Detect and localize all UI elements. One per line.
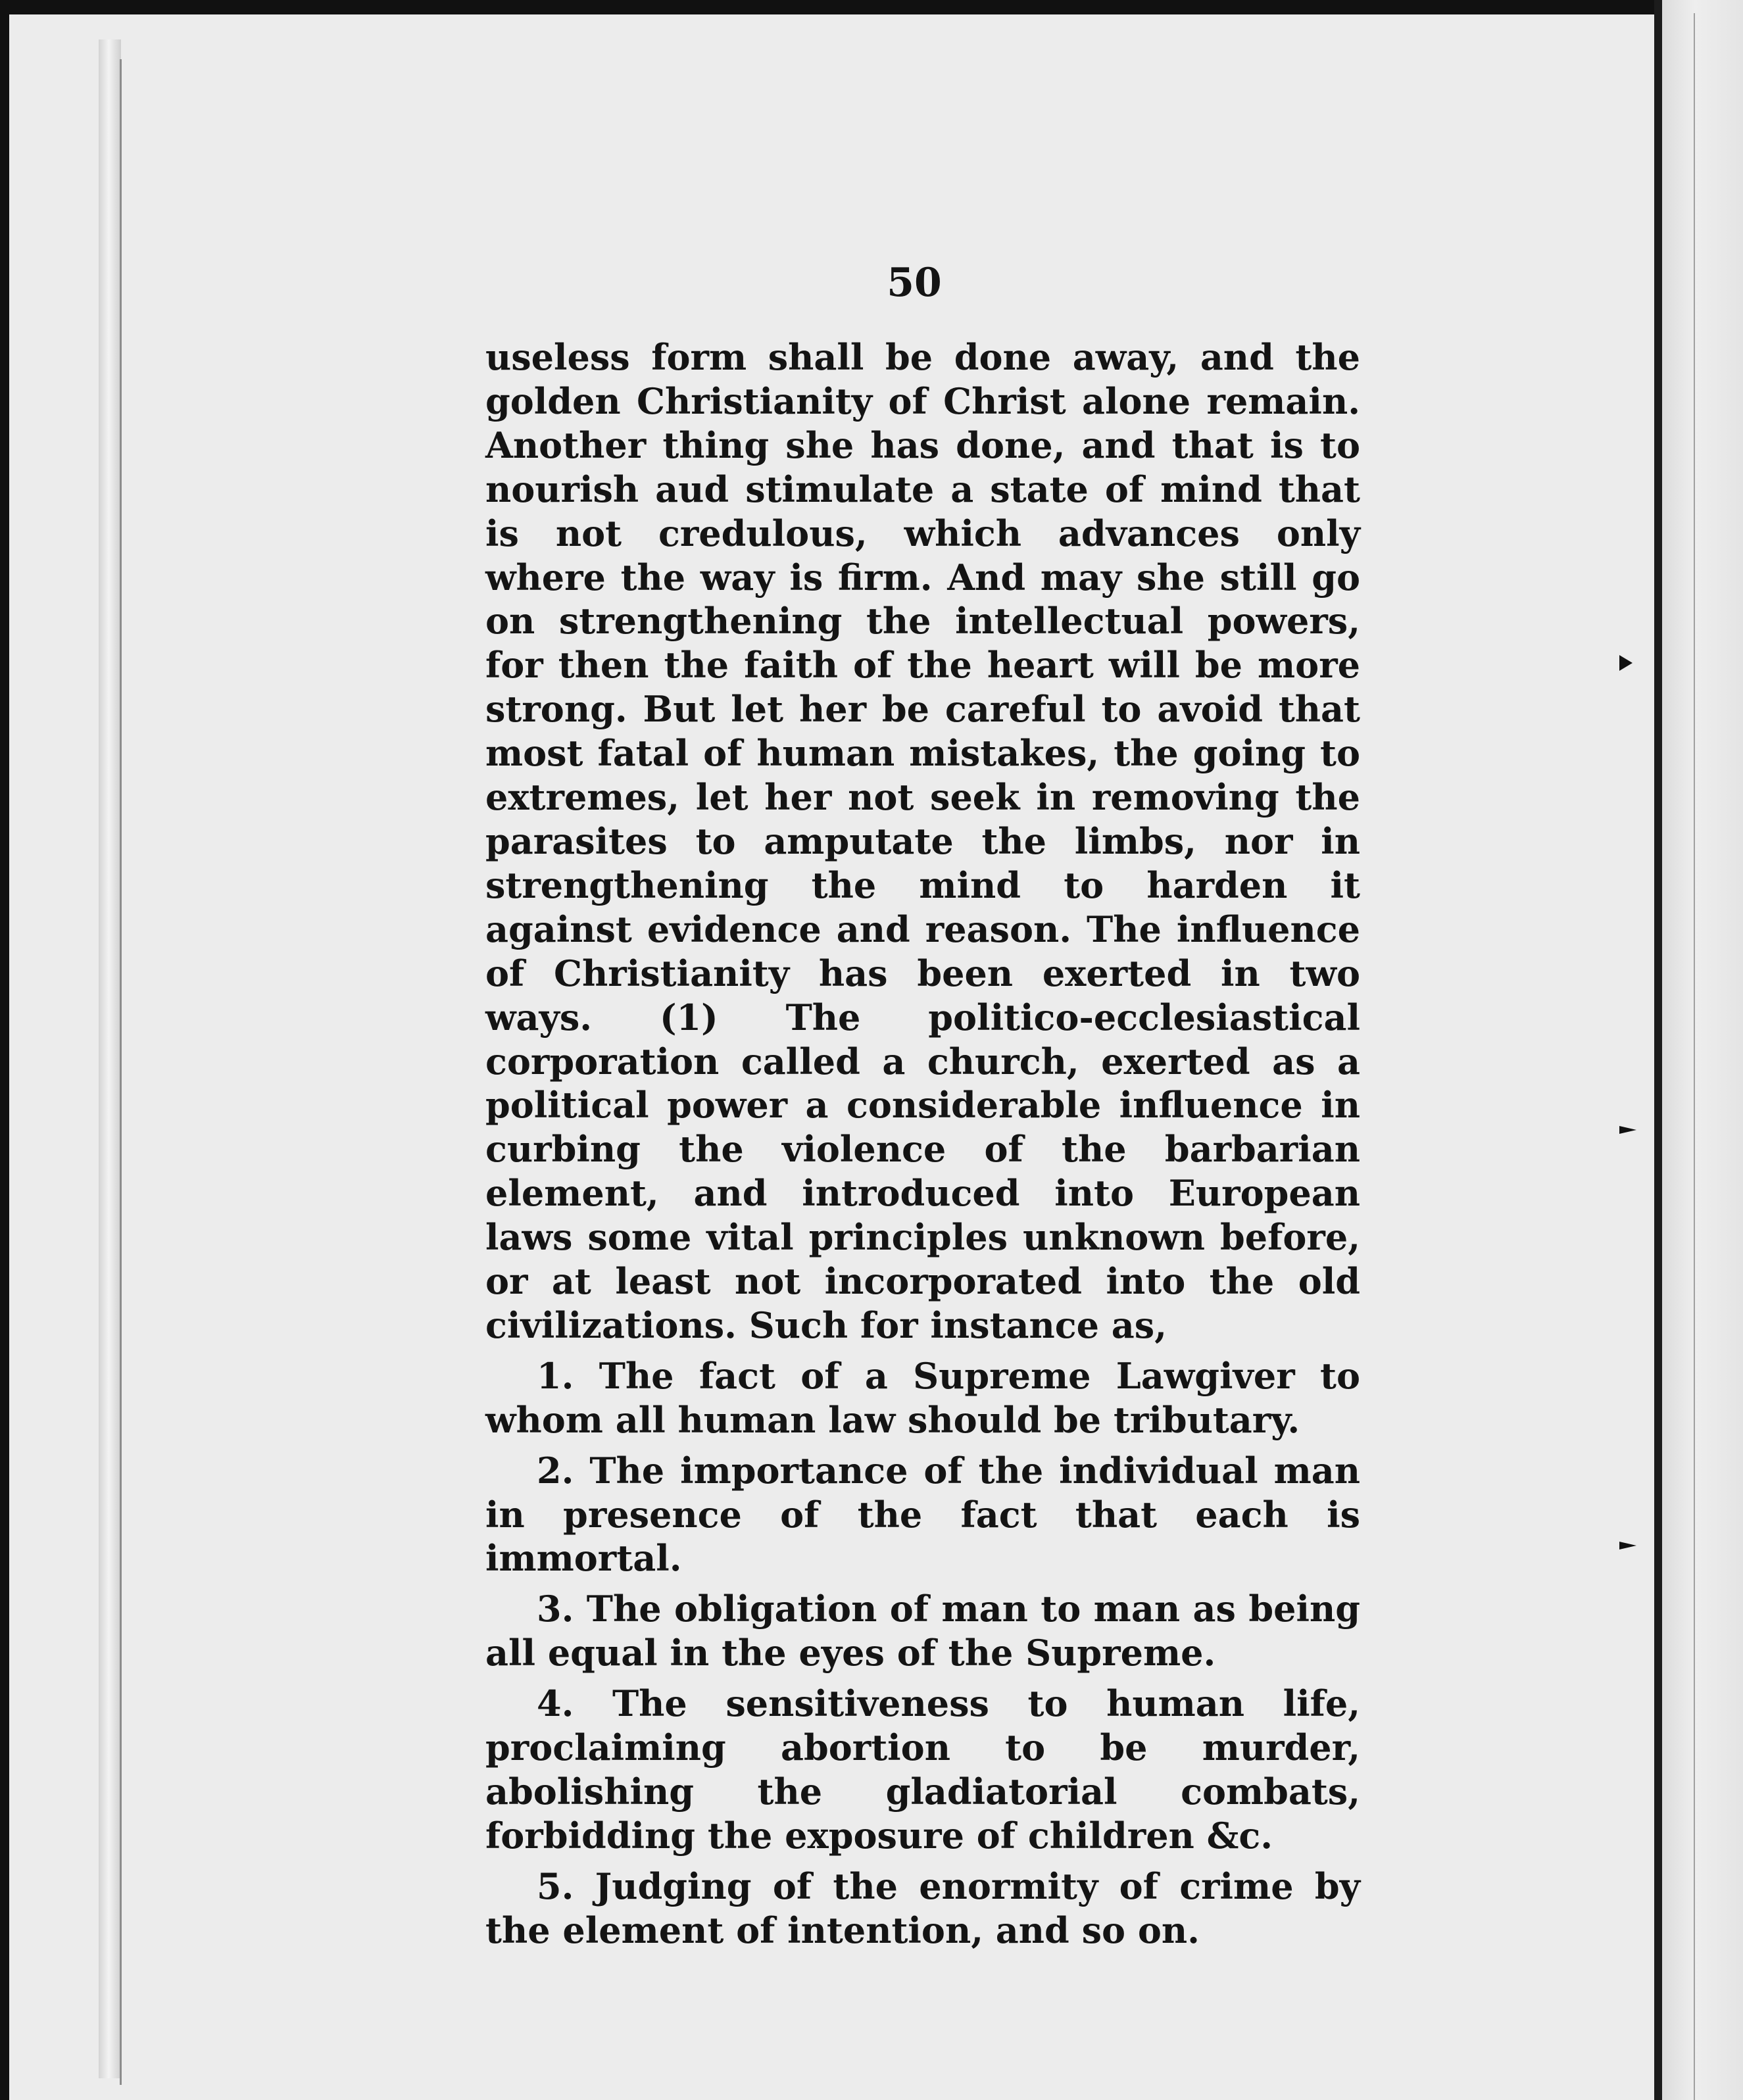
list-item: 2. The importance of the individual man in presence of the fact that each is immortal. — [485, 1449, 1360, 1580]
list-item: 1. The fact of a Supreme Lawgiver to whom all human law should be tributary. — [485, 1354, 1360, 1441]
page-gutter — [1654, 0, 1662, 2100]
body-paragraph: useless form shall be done away, and the golden Christianity of Christ alone remain. Another thing she has done, and that is to nourish aud stimulate a state of mind that is not credulous, which advances only where the way is firm. And may she still go on strengthening the intellectual powers, for then the faith of the heart will be more strong. But let her be careful to avoid that most fatal of human mistakes, the going to extremes, let her not seek in removing the parasites to amputate the limbs, nor in strengthening the mind to harden it against evidence and reason. The influence of Christianity has been exerted in two ways. (1) The politico-ecclesiastical corporation called a church, exerted as a political power a considerable influence in curbing the violence of the barbarian element, and introduced into European laws some vital principles unknown before, or at least not incorporated into the old civilizations. Such for instance as, — [485, 336, 1360, 1346]
scan-edge-top — [0, 0, 1743, 14]
margin-arrow-mark — [1619, 655, 1633, 671]
margin-dash-mark — [1619, 1126, 1636, 1134]
margin-dash-mark — [1619, 1542, 1636, 1550]
adjacent-page-line — [1694, 13, 1695, 2100]
scan-edge-left — [0, 0, 9, 2100]
list-item: 5. Judging of the enormity of crime by the element of intention, and so on. — [485, 1865, 1360, 1951]
page-number: 50 — [887, 260, 942, 306]
adjacent-page-edge — [1662, 0, 1743, 2100]
binding-fold — [99, 39, 121, 2078]
page-text — [485, 335, 1360, 1953]
fold-line — [120, 59, 122, 2085]
list-item: 4. The sensitiveness to human life, proclaiming abortion to be murder, abolishing the gladiatorial combats, forbidding the exposure of children &c. — [485, 1682, 1360, 1857]
list-item: 3. The obligation of man to man as being all equal in the eyes of the Supreme. — [485, 1588, 1360, 1674]
